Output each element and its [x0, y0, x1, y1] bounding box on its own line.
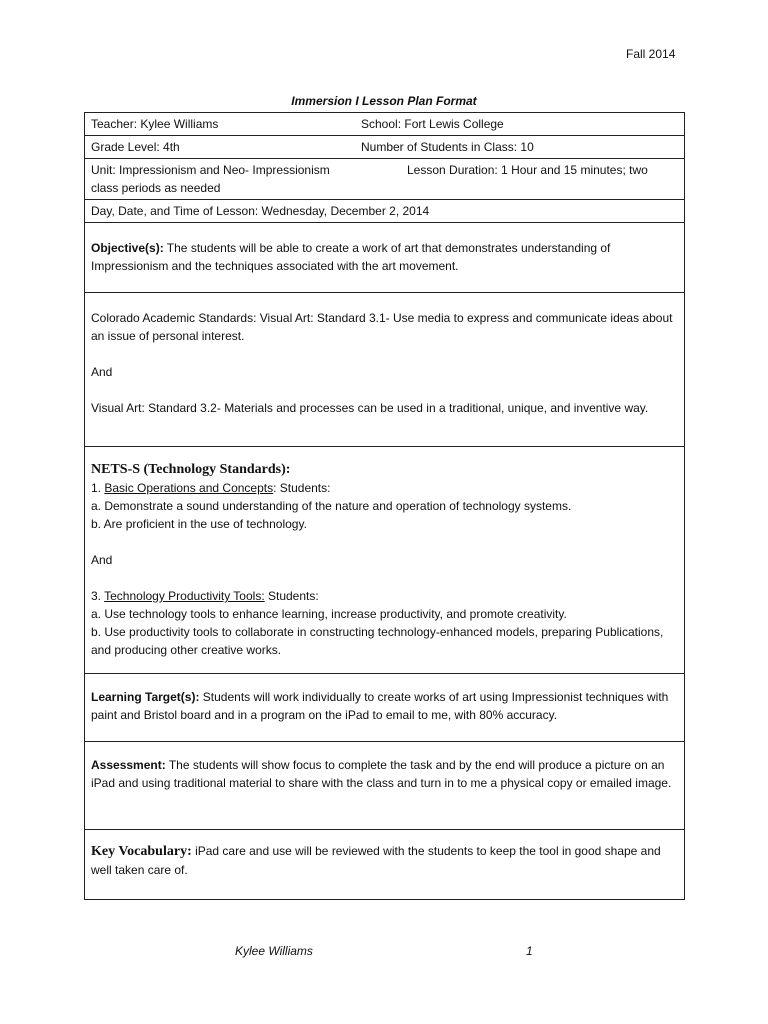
nets-s3-number: 3.	[91, 589, 105, 603]
grade-row	[85, 136, 684, 159]
standards-text-1: Visual Art: Standard 3.1- Use media to express and communicate ideas about an issue of personal interest.	[91, 311, 673, 343]
document-title: Immersion I Lesson Plan Format	[291, 94, 477, 108]
nets-s3-a: a. Use technology tools to enhance learning, increase productivity, and promote creativity.	[91, 607, 567, 621]
nets-s1-b: b. Are proficient in the use of technology.	[91, 517, 307, 531]
standards-and: And	[91, 365, 113, 379]
target-label: Learning Target(s):	[91, 690, 200, 704]
students-field: Number of Students in Class: 10	[361, 140, 534, 154]
target-section	[85, 674, 684, 742]
vocabulary-text: iPad care and use will be reviewed with the students to keep the tool in good shape and well taken care of.	[91, 844, 661, 877]
unit-field: Unit: Impressionism and Neo- Impressionism	[91, 163, 330, 177]
lesson-plan-table	[84, 112, 685, 900]
nets-s1-number: 1.	[91, 481, 105, 495]
unit-row	[85, 159, 684, 200]
nets-s3-title: Technology Productivity Tools:	[104, 589, 265, 603]
nets-section	[85, 447, 684, 674]
nets-label: NETS-S (Technology Standards):	[91, 462, 291, 477]
assessment-section	[85, 742, 684, 830]
duration-field: Lesson Duration: 1 Hour and 15 minutes; two	[407, 163, 648, 177]
nets-s1-a: a. Demonstrate a sound understanding of the nature and operation of technology systems.	[91, 499, 572, 513]
nets-s3-b: b. Use productivity tools to collaborate in constructing technology-enhanced models, preparing Publications, and producing other creative works.	[91, 625, 664, 657]
date-row: Day, Date, and Time of Lesson: Wednesday, December 2, 2014	[85, 200, 684, 223]
duration-continued: class periods as needed	[91, 181, 221, 195]
term-label: Fall 2014	[626, 47, 676, 61]
objective-label: Objective(s):	[91, 241, 164, 255]
teacher-row	[85, 113, 684, 136]
target-text: Students will work individually to create works of art using Impressionist techniques with paint and Bristol board and in a program on the iPad to email to me, with 80% accuracy.	[91, 690, 669, 722]
assessment-text: The students will show focus to complete the task and by the end will produce a picture on an iPad and using traditional material to share with the class and turn in to me a physical copy or emailed image.	[91, 758, 672, 790]
nets-and: And	[91, 553, 113, 567]
teacher-field: Teacher: Kylee Williams	[91, 117, 219, 131]
nets-s1-title: Basic Operations and Concepts	[104, 481, 274, 495]
footer-author: Kylee Williams	[235, 944, 313, 958]
objective-section	[85, 223, 684, 293]
vocabulary-label: Key Vocabulary:	[91, 844, 192, 859]
nets-s3-tail: Students:	[264, 589, 319, 603]
standards-section	[85, 293, 684, 447]
standards-label: Colorado Academic Standards:	[91, 311, 257, 325]
assessment-label: Assessment:	[91, 758, 166, 772]
school-field: School: Fort Lewis College	[361, 117, 504, 131]
objective-text: The students will be able to create a work of art that demonstrates understanding of Impressionism and the techniques associated with the art movement.	[91, 241, 611, 273]
nets-s1-tail: : Students:	[273, 481, 331, 495]
standards-text-2: Visual Art: Standard 3.2- Materials and processes can be used in a traditional, unique, and inventive way.	[91, 401, 649, 415]
grade-field: Grade Level: 4th	[91, 140, 180, 154]
page-number: 1	[526, 944, 533, 958]
vocabulary-section	[85, 830, 684, 899]
